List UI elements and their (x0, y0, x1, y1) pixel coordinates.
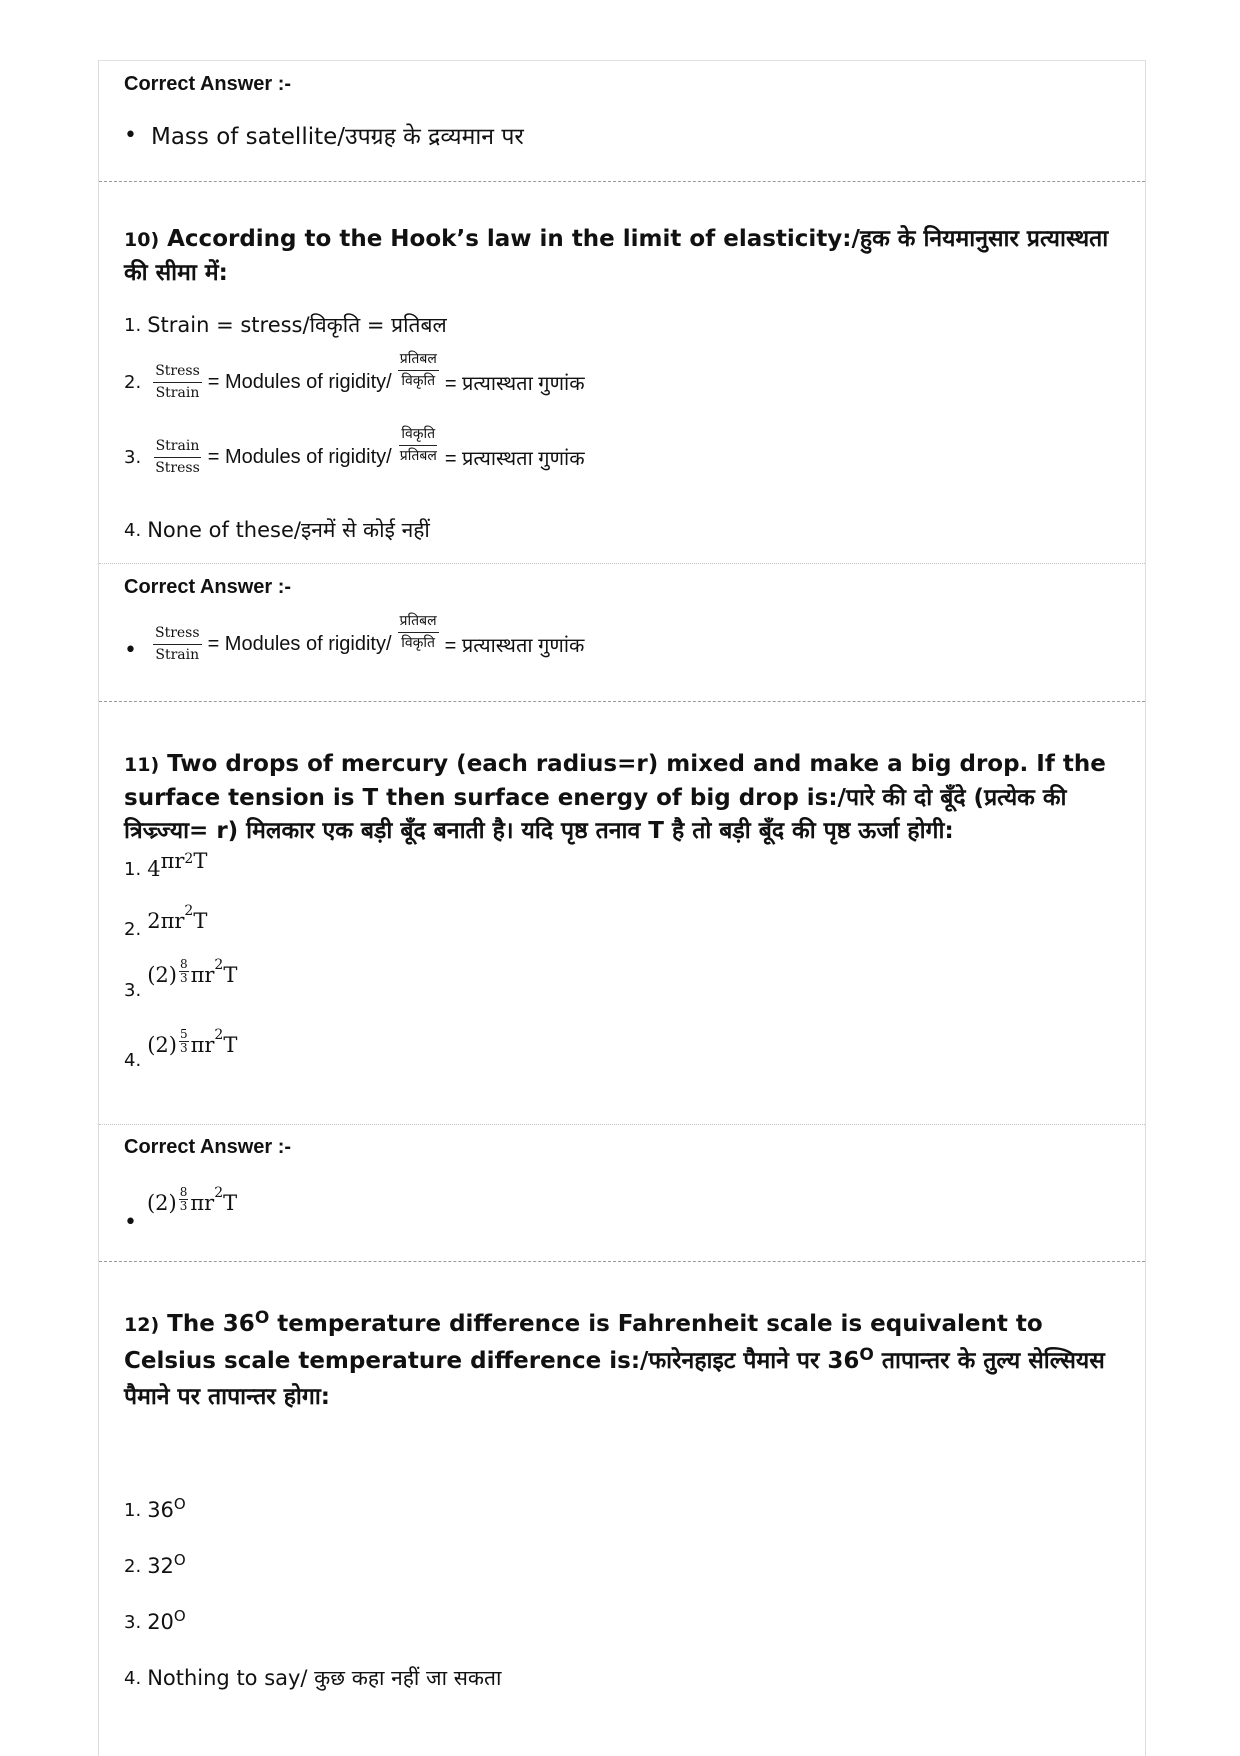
answer-item (124, 613, 585, 663)
option-number: 2. (124, 918, 142, 940)
option-4[interactable] (124, 1664, 501, 1692)
option-3[interactable] (124, 426, 585, 476)
answer-text: = Modules of rigidity/ (207, 633, 392, 655)
fraction-numerator: प्रतिबल (398, 352, 439, 371)
formula: (2) $\frac{8}{3}$ $\pi r^2T$ (146, 1185, 238, 1215)
degree-superscript: O (173, 1551, 186, 1569)
question-text: temperature difference is Fahrenheit scale is equivalent to Celsius scale temperature difference is:/फारेनहाइट पैमाने पर 36 (124, 1311, 1043, 1374)
option-2[interactable] (124, 903, 208, 940)
page-frame (98, 60, 1146, 1756)
degree-superscript: O (173, 1607, 186, 1625)
option-number: 3. (124, 1611, 142, 1633)
correct-answer-label: Correct Answer :- (124, 576, 292, 598)
fraction-numerator: विकृति (399, 427, 437, 446)
option-number: 4. (124, 1667, 142, 1689)
option-number: 2. (124, 372, 142, 393)
degree-superscript: O (254, 1308, 270, 1328)
answer-text: = प्रत्यास्थता गुणांक (444, 635, 585, 657)
option-3[interactable] (124, 957, 238, 1001)
option-text: = प्रत्यास्थता गुणांक (444, 448, 585, 470)
degree-superscript: O (859, 1345, 874, 1365)
fraction-numerator: Strain (154, 439, 202, 458)
option-text: None of these/इनमें से कोई नहीं (147, 518, 430, 542)
question-text: तापान्तर के तुल्य सेल्सियस पैमाने पर तापान्तर होगा: (124, 1348, 1105, 1410)
fraction-denominator: विकृति (401, 635, 435, 651)
fraction-denominator: Strain (155, 647, 200, 663)
formula: (2) $\frac{8}{3}$ $\pi r^2T$ (147, 957, 238, 987)
question-divider (99, 701, 1145, 702)
option-number: 4. (124, 1050, 142, 1071)
option-1[interactable] (124, 1495, 186, 1522)
fraction-denominator: विकृति (401, 373, 436, 389)
option-text: Strain = stress/विकृति = प्रतिबल (147, 313, 447, 337)
question-text: Two drops of mercury (each radius=r) mixed and make a big drop. If the surface tension is T then surface energy of big drop is:/पारे की दो बूँदे (प्रत्येक की त्रिज्र्ज्या= r) मिलकार एक बड़ी बूँद बनाती है। यदि पृष्ठ तनाव T है तो बड़ी बूँद की पृष्ठ ऊर्जा होगी: (124, 751, 1106, 844)
bullet-icon: • (124, 122, 137, 148)
option-text: = प्रत्यास्थता गुणांक (444, 373, 585, 395)
option-text: 36 (147, 1498, 174, 1522)
fraction-denominator: Stress (155, 460, 200, 476)
option-text: = Modules of rigidity/ (207, 371, 392, 393)
answer-item (124, 1185, 238, 1235)
option-text: Nothing to say/ कुछ कहा नहीं जा सकता (147, 1666, 502, 1690)
option-2[interactable] (124, 351, 585, 401)
answer-text: Mass of satellite/उपग्रह के द्रव्यमान पर (150, 124, 524, 150)
question-11-title (124, 748, 1115, 848)
fraction-denominator: Strain (155, 385, 200, 401)
correct-answer-label: Correct Answer :- (124, 73, 292, 95)
question-text: The 36 (167, 1311, 255, 1337)
bullet-icon: • (124, 1210, 137, 1235)
answer-divider (99, 563, 1145, 564)
option-text: 20 (147, 1610, 174, 1634)
fraction-numerator: Stress (153, 364, 202, 383)
hindi-fraction (398, 427, 439, 464)
question-text: According to the Hook’s law in the limit of elasticity:/हुक के नियमानुसार प्रत्यास्थता की सीमा में: (124, 226, 1109, 286)
option-1[interactable] (124, 311, 447, 339)
answer-divider (99, 1124, 1145, 1125)
stress-strain-fraction (153, 364, 202, 401)
strain-stress-fraction (153, 439, 202, 476)
fraction-numerator: Stress (153, 626, 202, 645)
formula: $2\pi r^2T$ (147, 903, 208, 933)
hindi-fraction (398, 614, 439, 651)
question-divider (99, 181, 1145, 182)
question-number: 10) (124, 229, 160, 251)
question-number: 11) (124, 754, 160, 776)
option-text: 32 (147, 1554, 174, 1578)
option-2[interactable] (124, 1551, 186, 1578)
option-1[interactable] (124, 849, 208, 881)
hindi-fraction (398, 352, 439, 389)
question-divider (99, 1261, 1145, 1262)
option-number: 4. (124, 519, 142, 541)
option-number: 3. (124, 980, 142, 1001)
question-12-title (124, 1306, 1115, 1415)
question-10-title (124, 223, 1115, 290)
formula: $4\pi r^2T$ (147, 849, 208, 881)
option-4[interactable] (124, 1027, 238, 1071)
correct-answer-label: Correct Answer :- (124, 1136, 292, 1158)
degree-superscript: O (173, 1495, 186, 1513)
bullet-icon: • (124, 638, 137, 663)
stress-strain-fraction (153, 626, 202, 663)
option-number: 3. (124, 447, 142, 468)
option-4[interactable] (124, 516, 430, 544)
option-number: 1. (124, 858, 142, 880)
option-number: 1. (124, 1499, 142, 1521)
fraction-numerator: प्रतिबल (398, 614, 439, 633)
option-number: 1. (124, 314, 142, 336)
formula: (2) $\frac{5}{3}$ $\pi r^2T$ (147, 1027, 238, 1057)
answer-item (124, 119, 524, 151)
option-text: = Modules of rigidity/ (207, 446, 392, 468)
option-3[interactable] (124, 1607, 186, 1634)
question-number: 12) (124, 1314, 160, 1336)
option-number: 2. (124, 1555, 142, 1577)
fraction-denominator: प्रतिबल (399, 448, 437, 464)
